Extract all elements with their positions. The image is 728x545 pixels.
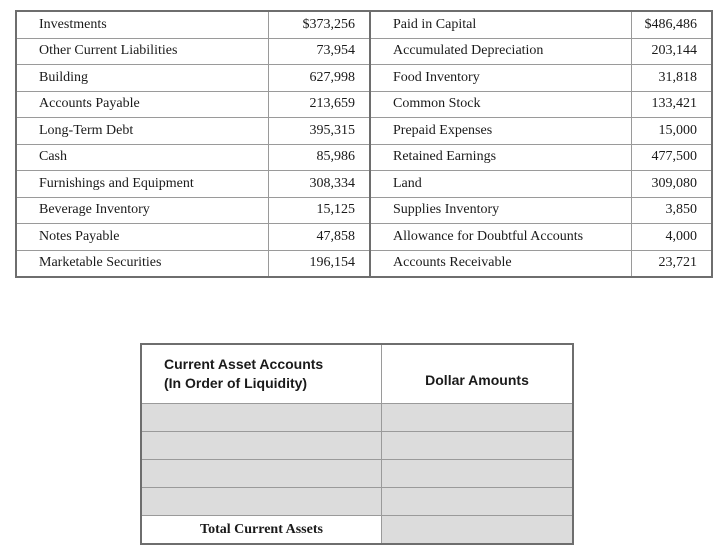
account-amount: $486,486: [632, 11, 713, 38]
account-entry-cell[interactable]: [141, 460, 382, 488]
worksheet-row: [141, 404, 573, 432]
account-amount: 309,080: [632, 171, 713, 198]
table-row: [16, 250, 712, 277]
account-name: Long-Term Debt: [16, 118, 269, 145]
total-current-assets-label: Total Current Assets: [141, 516, 382, 545]
account-entry-cell[interactable]: [141, 404, 382, 432]
total-amount-cell[interactable]: [382, 516, 574, 545]
account-amount: 23,721: [632, 250, 713, 277]
account-amount: 395,315: [269, 118, 371, 145]
account-name: Building: [16, 65, 269, 92]
account-amount: 308,334: [269, 171, 371, 198]
worksheet-row: [141, 460, 573, 488]
amount-entry-cell[interactable]: [382, 460, 574, 488]
account-amount: 477,500: [632, 144, 713, 171]
table-row: [16, 197, 712, 224]
account-amount: 73,954: [269, 38, 371, 65]
account-name: Paid in Capital: [370, 11, 632, 38]
account-name: Food Inventory: [370, 65, 632, 92]
account-name: Beverage Inventory: [16, 197, 269, 224]
account-entry-cell[interactable]: [141, 432, 382, 460]
account-name: Accounts Receivable: [370, 250, 632, 277]
account-name: Investments: [16, 11, 269, 38]
account-name: Retained Earnings: [370, 144, 632, 171]
account-amount: 3,850: [632, 197, 713, 224]
account-amount: $373,256: [269, 11, 371, 38]
account-amount: 31,818: [632, 65, 713, 92]
amount-entry-cell[interactable]: [382, 404, 574, 432]
table-row: [16, 144, 712, 171]
table-row: [16, 118, 712, 145]
dollar-amounts-header: Dollar Amounts: [382, 344, 574, 404]
account-amount: 133,421: [632, 91, 713, 118]
amount-entry-cell[interactable]: [382, 488, 574, 516]
account-amount: 47,858: [269, 224, 371, 251]
account-amount: 196,154: [269, 250, 371, 277]
worksheet-row: [141, 488, 573, 516]
table-row: [16, 224, 712, 251]
account-entry-cell[interactable]: [141, 488, 382, 516]
account-name: Marketable Securities: [16, 250, 269, 277]
table-row: [16, 65, 712, 92]
account-balances-table: [15, 10, 713, 278]
current-asset-accounts-header: [141, 344, 382, 404]
table-row: [16, 171, 712, 198]
account-name: Prepaid Expenses: [370, 118, 632, 145]
worksheet-row: [141, 432, 573, 460]
amount-entry-cell[interactable]: [382, 432, 574, 460]
account-amount: 4,000: [632, 224, 713, 251]
table-row: [16, 11, 712, 38]
header-line: (In Order of Liquidity): [164, 375, 308, 391]
account-amount: 85,986: [269, 144, 371, 171]
worksheet-total-row: [141, 516, 573, 545]
account-name: Allowance for Doubtful Accounts: [370, 224, 632, 251]
header-line: Current Asset Accounts: [164, 356, 324, 372]
account-name: Furnishings and Equipment: [16, 171, 269, 198]
table-row: [16, 38, 712, 65]
account-name: Other Current Liabilities: [16, 38, 269, 65]
account-amount: 213,659: [269, 91, 371, 118]
account-name: Land: [370, 171, 632, 198]
account-amount: 627,998: [269, 65, 371, 92]
account-name: Supplies Inventory: [370, 197, 632, 224]
account-name: Notes Payable: [16, 224, 269, 251]
table-row: [16, 91, 712, 118]
account-amount: 15,125: [269, 197, 371, 224]
worksheet-header-row: [141, 344, 573, 404]
account-name: Accumulated Depreciation: [370, 38, 632, 65]
account-name: Cash: [16, 144, 269, 171]
account-amount: 15,000: [632, 118, 713, 145]
current-assets-worksheet: [140, 343, 574, 545]
account-name: Common Stock: [370, 91, 632, 118]
account-amount: 203,144: [632, 38, 713, 65]
account-name: Accounts Payable: [16, 91, 269, 118]
